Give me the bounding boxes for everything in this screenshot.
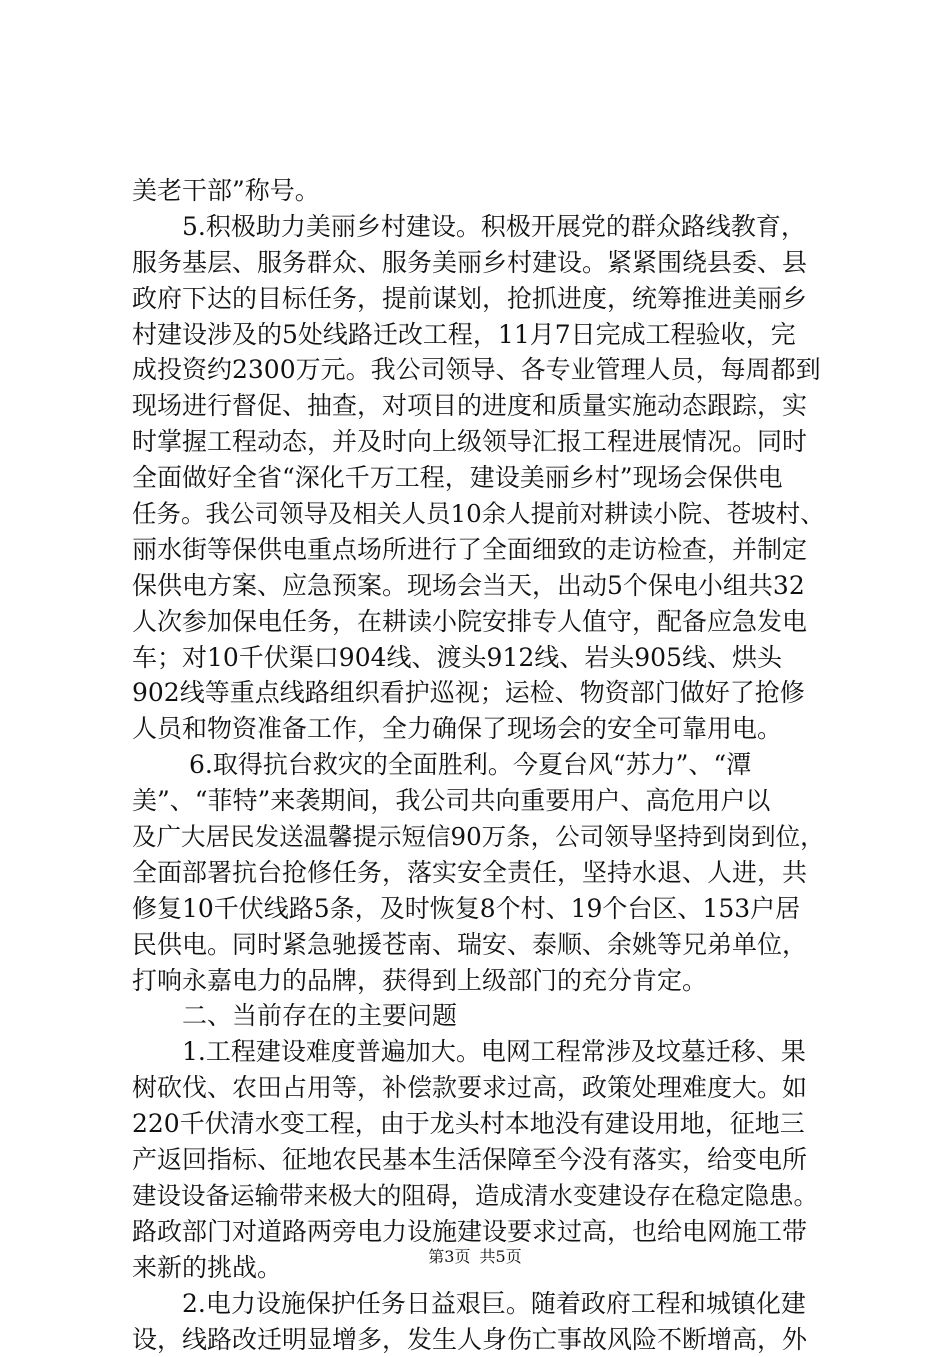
text-line: 成投资约2300万元。我公司领导、各专业管理人员，每周都到 <box>132 352 832 388</box>
text-line: 车；对10千伏渠口904线、渡头912线、岩头905线、烘头 <box>132 640 832 676</box>
text-line: 现场进行督促、抽查，对项目的进度和质量实施动态跟踪，实 <box>132 388 832 424</box>
text-line: 5.积极助力美丽乡村建设。积极开展党的群众路线教育， <box>132 209 832 245</box>
text-line: 路政部门对道路两旁电力设施建设要求过高，也给电网施工带 <box>132 1214 832 1250</box>
text-line: 220千伏清水变工程，由于龙头村本地没有建设用地，征地三 <box>132 1106 832 1142</box>
text-line: 打响永嘉电力的品牌，获得到上级部门的充分肯定。 <box>132 963 832 999</box>
text-line: 人次参加保电任务，在耕读小院安排专人值守，配备应急发电 <box>132 604 832 640</box>
text-line: 来新的挑战。 <box>132 1250 832 1286</box>
text-line: 902线等重点线路组织看护巡视；运检、物资部门做好了抢修 <box>132 675 832 711</box>
document-body <box>132 173 832 1357</box>
page-number: 第3页 <box>428 1247 470 1266</box>
text-line: 及广大居民发送温馨提示短信90万条，公司领导坚持到岗到位， <box>132 819 832 855</box>
text-line: 政府下达的目标任务，提前谋划，抢抓进度，统筹推进美丽乡 <box>132 281 832 317</box>
text-line: 美老干部”称号。 <box>132 173 832 209</box>
page-footer <box>0 1247 950 1267</box>
text-line: 设，线路改迁明显增多，发生人身伤亡事故风险不断增高，外 <box>132 1322 832 1357</box>
text-line: 任务。我公司领导及相关人员10余人提前对耕读小院、苍坡村、 <box>132 496 832 532</box>
text-line: 丽水街等保供电重点场所进行了全面细致的走访检查，并制定 <box>132 532 832 568</box>
text-line: 服务基层、服务群众、服务美丽乡村建设。紧紧围绕县委、县 <box>132 245 832 281</box>
text-line: 美”、“菲特”来袭期间，我公司共向重要用户、高危用户以 <box>132 783 832 819</box>
text-line: 全面做好全省“深化千万工程，建设美丽乡村”现场会保供电 <box>132 460 832 496</box>
text-line: 2.电力设施保护任务日益艰巨。随着政府工程和城镇化建 <box>132 1286 832 1322</box>
text-line: 人员和物资准备工作，全力确保了现场会的安全可靠用电。 <box>132 711 832 747</box>
text-line: 保供电方案、应急预案。现场会当天，出动5个保电小组共32 <box>132 568 832 604</box>
section-heading: 二、当前存在的主要问题 <box>132 998 832 1034</box>
text-line: 民供电。同时紧急驰援苍南、瑞安、泰顺、余姚等兄弟单位， <box>132 927 832 963</box>
text-line: 全面部署抗台抢修任务，落实安全责任，坚持水退、人进，共 <box>132 855 832 891</box>
text-line: 产返回指标、征地农民基本生活保障至今没有落实，给变电所 <box>132 1142 832 1178</box>
text-line: 修复10千伏线路5条，及时恢复8个村、19个台区、153户居 <box>132 891 832 927</box>
text-line: 6.取得抗台救灾的全面胜利。今夏台风“苏力”、“潭 <box>132 747 832 783</box>
text-line: 建设设备运输带来极大的阻碍，造成清水变建设存在稳定隐患。 <box>132 1178 832 1214</box>
page-total: 共5页 <box>480 1247 522 1266</box>
text-line: 树砍伐、农田占用等，补偿款要求过高，政策处理难度大。如 <box>132 1070 832 1106</box>
text-line: 1.工程建设难度普遍加大。电网工程常涉及坟墓迁移、果 <box>132 1034 832 1070</box>
text-line: 时掌握工程动态，并及时向上级领导汇报工程进展情况。同时 <box>132 424 832 460</box>
text-line: 村建设涉及的5处线路迁改工程，11月7日完成工程验收，完 <box>132 317 832 353</box>
